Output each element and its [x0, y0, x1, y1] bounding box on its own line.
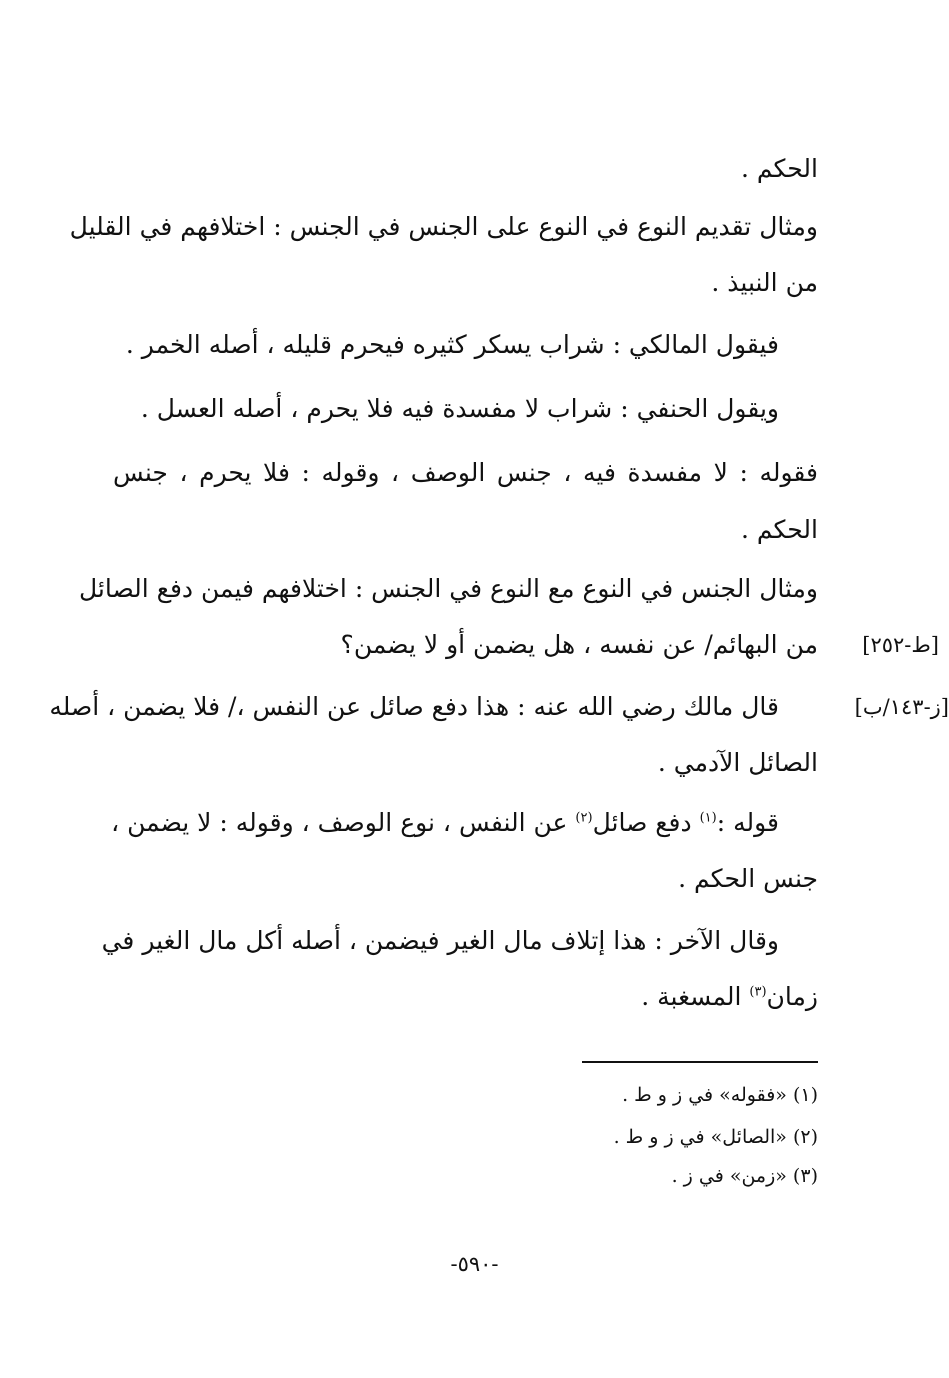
text-line: قال مالك رضي الله عنه : هذا دفع صائل عن النفس ،/ فلا يضمن ، أصله [49, 692, 779, 721]
margin-note-t: [ط-٢٥٢] [862, 633, 939, 657]
text-line: ويقول الحنفي : شراب لا مفسدة فيه فلا يحرم ، أصله العسل . [140, 394, 779, 423]
footnote-ref: (١) [699, 810, 717, 826]
text-line: من البهائم/ عن نفسه ، هل يضمن أو لا يضمن؟ [340, 630, 818, 659]
text-segment: المسغبة . [641, 982, 750, 1011]
text-line: الحكم . [740, 515, 818, 544]
text-line [113, 806, 779, 840]
text-segment: قوله : [716, 808, 779, 837]
text-line: جنس الحكم . [678, 864, 818, 893]
text-line: الحكم . [740, 154, 818, 183]
text-line [641, 980, 818, 1014]
footnote: (٣) «زمن» في ز . [671, 1165, 818, 1187]
text-segment: عن النفس ، نوع الوصف ، وقوله : لا يضمن ، [111, 808, 576, 837]
text-line: ومثال تقديم النوع في النوع على الجنس في الجنس : اختلافهم في القليل [69, 212, 818, 241]
footnote-ref: (٣) [749, 984, 767, 1000]
footnote-ref: (٢) [575, 810, 593, 826]
text-line: فيقول المالكي : شراب يسكر كثيره فيحرم قليله ، أصله الخمر . [125, 330, 779, 359]
text-line: فقوله : لا مفسدة فيه ، جنس الوصف ، وقوله : فلا يحرم ، جنس [113, 458, 818, 487]
footnote: (٢) «الصائل» في ز و ط . [613, 1126, 818, 1148]
text-line: ومثال الجنس في النوع مع النوع في الجنس : اختلافهم فيمن دفع الصائل [78, 574, 818, 603]
footnote-separator [582, 1061, 818, 1063]
margin-note-z: [ز-١٤٣/ب] [854, 695, 949, 719]
text-line: من النبيذ . [711, 268, 818, 297]
footnote: (١) «فقوله» في ز و ط . [622, 1084, 818, 1106]
text-line: الصائل الآدمي . [657, 748, 818, 777]
text-segment: دفع صائل [592, 808, 700, 837]
page-number: -٥٩٠- [450, 1252, 499, 1276]
text-segment: زمان [766, 982, 818, 1011]
text-line: وقال الآخر : هذا إتلاف مال الغير فيضمن ، أصله أكل مال الغير في [101, 926, 779, 955]
